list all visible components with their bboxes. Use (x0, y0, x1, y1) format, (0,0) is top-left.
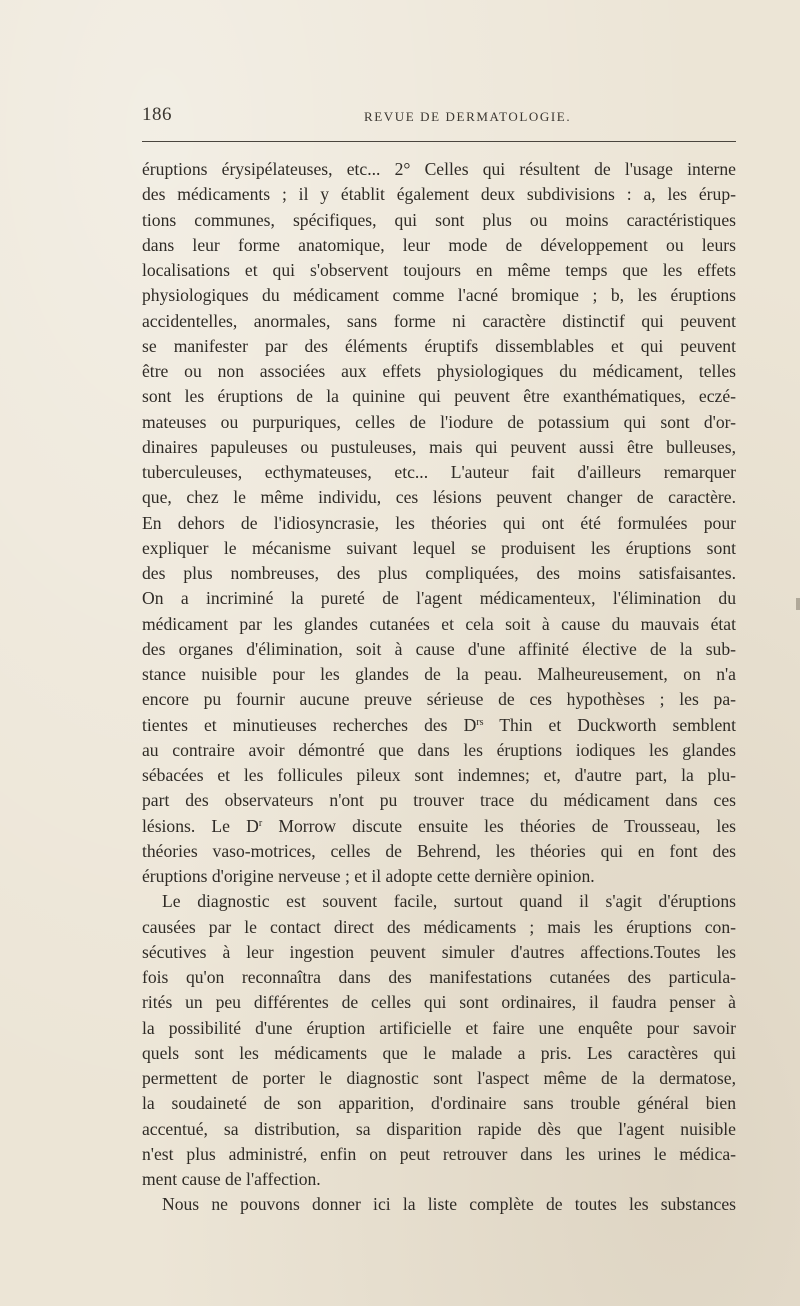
text-line: fois qu'on reconnaîtra dans des manifestations cutanées des particula- (142, 967, 736, 987)
header-rule (142, 141, 736, 142)
text-line: éruptions érysipélateuses, etc... 2° Celles qui résultent de l'usage interne (142, 159, 736, 179)
body-text (142, 157, 736, 1218)
text-line: des plus nombreuses, des plus compliquées, des moins satisfaisantes. (142, 563, 736, 583)
text-line: En dehors de l'idiosyncrasie, les théories qui ont été formulées pour (142, 512, 736, 533)
text-line: physiologiques du médicament comme l'acné bromique ; b, les éruptions (142, 285, 736, 306)
text-line: des organes d'élimination, soit à cause d'une affinité élective de la sub- (142, 638, 736, 659)
text-line: mateuses ou purpuriques, celles de l'iodure de potassium qui sont d'or- (142, 411, 736, 432)
text-line: permettent de porter le diagnostic sont l'aspect même de la dermatose, (142, 1068, 736, 1088)
text-line: quels sont les médicaments que le malade a pris. Les caractères qui (142, 1042, 736, 1063)
page-header (142, 104, 736, 130)
text-line: la soudaineté de son apparition, d'ordinaire sans trouble général bien (142, 1093, 736, 1114)
text-line: être ou non associées aux effets physiologiques du médicament, telles (142, 361, 736, 381)
text-line: la possibilité d'une éruption artificielle et faire une enquête pour savoir (142, 1017, 736, 1038)
text-line: lésions. Le $D^r$ Morrow discute ensuite les théories de Trousseau, les (142, 815, 736, 836)
text-line: que, chez le même individu, ces lésions peuvent changer de caractère. (142, 487, 736, 508)
text-line: au contraire avoir démontré que dans les éruptions iodiques les glandes (142, 739, 736, 760)
text-line: accentué, sa distribution, sa disparition rapide dès que l'agent nuisible (142, 1118, 736, 1139)
page-edge-mark (796, 598, 800, 610)
text-line: expliquer le mécanisme suivant lequel se produisent les éruptions sont (142, 537, 736, 558)
text-line: encore pu fournir aucune preuve sérieuse de ces hypothèses ; les pa- (142, 689, 736, 710)
text-line: sébacées et les follicules pileux sont indemnes; et, d'autre part, la plu- (142, 765, 736, 785)
text-line: médicament par les glandes cutanées et cela soit à cause du mauvais état (142, 613, 736, 634)
text-line: accidentelles, anormales, sans forme ni caractère distinctif qui peuvent (142, 310, 736, 331)
text-line: tientes et minutieuses recherches des $D^{rs}$ Thin et Duckworth semblent (142, 714, 736, 735)
running-head: REVUE DE DERMATOLOGIE. (364, 109, 572, 124)
text-line: Nous ne pouvons donner ici la liste complète de toutes les substances (162, 1194, 736, 1215)
text-line: Le diagnostic est souvent facile, surtout quand il s'agit d'éruptions (162, 891, 736, 912)
text-line: part des observateurs n'ont pu trouver trace du médicament dans ces (142, 790, 736, 811)
text-line: sont les éruptions de la quinine qui peuvent être exanthématiques, eczé- (142, 386, 736, 407)
text-line: se manifester par des éléments éruptifs dissemblables et qui peuvent (142, 335, 736, 356)
text-line: ment cause de l'affection. (142, 1169, 321, 1189)
text-line: dans leur forme anatomique, leur mode de développement ou leurs (142, 234, 736, 255)
text-line: sécutives à leur ingestion peuvent simuler d'autres affections.Toutes les (142, 941, 736, 962)
text-line: tuberculeuses, ecthymateuses, etc... L'auteur fait d'ailleurs remarquer (142, 462, 736, 482)
text-line: localisations et qui s'observent toujours en même temps que les effets (142, 260, 736, 280)
text-line: On a incriminé la pureté de l'agent médicamenteux, l'élimination du (142, 588, 736, 609)
text-line: rités un peu différentes de celles qui sont ordinaires, il faudra penser à (142, 992, 736, 1013)
text-line: causées par le contact direct des médicaments ; mais les éruptions con- (142, 916, 736, 937)
text-line: des médicaments ; il y établit également deux subdivisions : a, les érup- (142, 184, 736, 205)
text-line: dinaires papuleuses ou pustuleuses, mais qui peuvent aussi être bulleuses, (142, 436, 736, 457)
text-line: stance nuisible pour les glandes de la peau. Malheureusement, on n'a (142, 664, 736, 684)
page-number: 186 (142, 104, 172, 125)
text-line: théories vaso-motrices, celles de Behrend, les théories qui en font des (142, 840, 736, 861)
text-line: tions communes, spécifiques, qui sont plus ou moins caractéristiques (142, 209, 736, 230)
text-line: éruptions d'origine nerveuse ; et il adopte cette dernière opinion. (142, 866, 595, 886)
text-line: n'est plus administré, enfin on peut retrouver dans les urines le médica- (142, 1143, 736, 1164)
